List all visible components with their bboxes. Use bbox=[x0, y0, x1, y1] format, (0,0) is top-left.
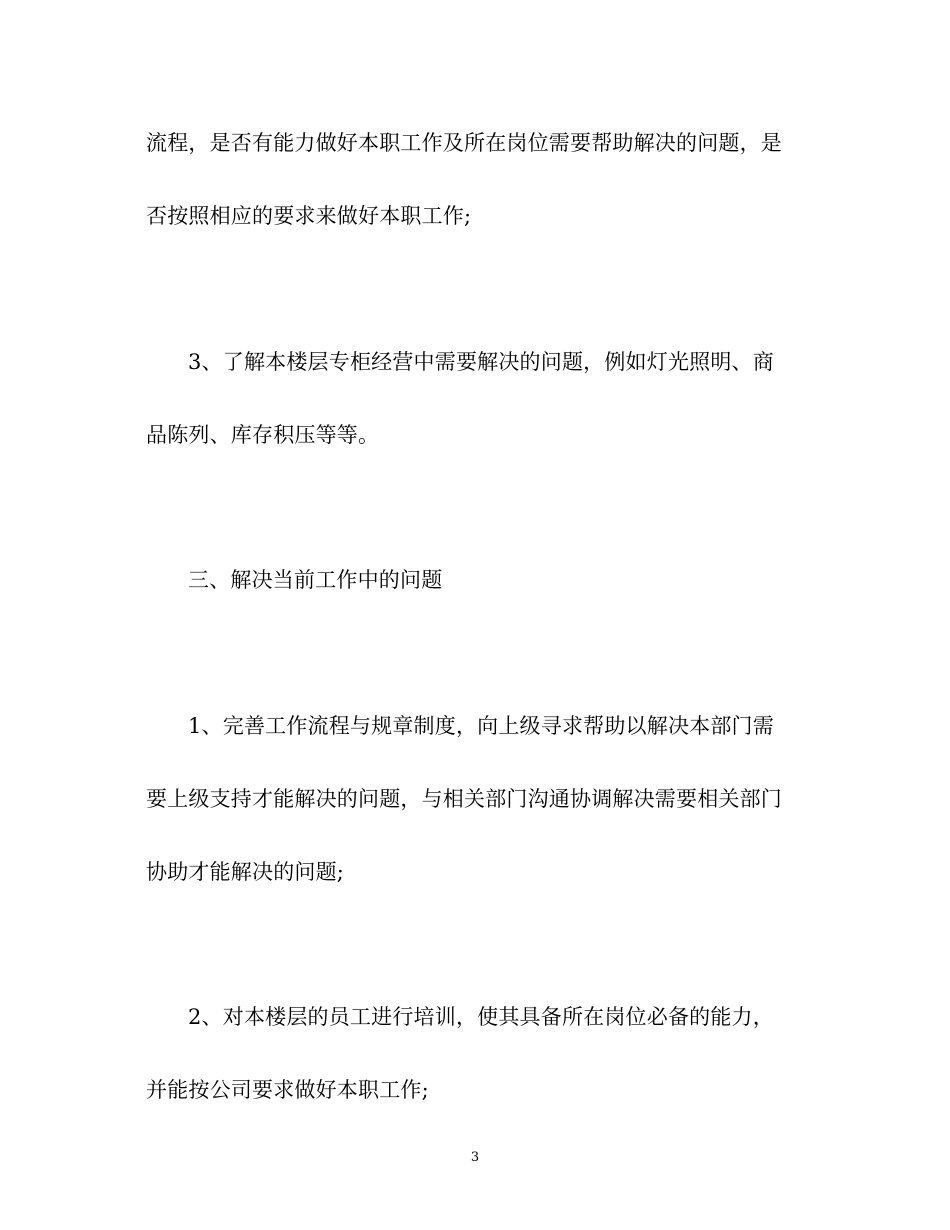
paragraph-1-line-2: 否按照相应的要求来做好本职工作; bbox=[146, 204, 472, 228]
paragraph-1-line-1: 流程，是否有能力做好本职工作及所在岗位需要帮助解决的问题，是 bbox=[146, 131, 782, 155]
page-number: 3 bbox=[470, 1150, 480, 1165]
paragraph-2-line-2: 品陈列、库存积压等等。 bbox=[146, 423, 380, 447]
paragraph-4-line-1: 2、对本楼层的员工进行培训，使其具备所在岗位必备的能力， bbox=[188, 1005, 774, 1029]
paragraph-3-line-1: 1、完善工作流程与规章制度，向上级寻求帮助以解决本部门需 bbox=[188, 714, 774, 738]
paragraph-2-line-1: 3、了解本楼层专柜经营中需要解决的问题，例如灯光照明、商 bbox=[188, 350, 774, 374]
section-heading: 三、解决当前工作中的问题 bbox=[188, 568, 443, 592]
paragraph-3-line-2: 要上级支持才能解决的问题，与相关部门沟通协调解决需要相关部门 bbox=[146, 787, 782, 811]
paragraph-4-line-2: 并能按公司要求做好本职工作; bbox=[146, 1078, 429, 1102]
paragraph-3-line-3: 协助才能解决的问题; bbox=[146, 860, 345, 884]
